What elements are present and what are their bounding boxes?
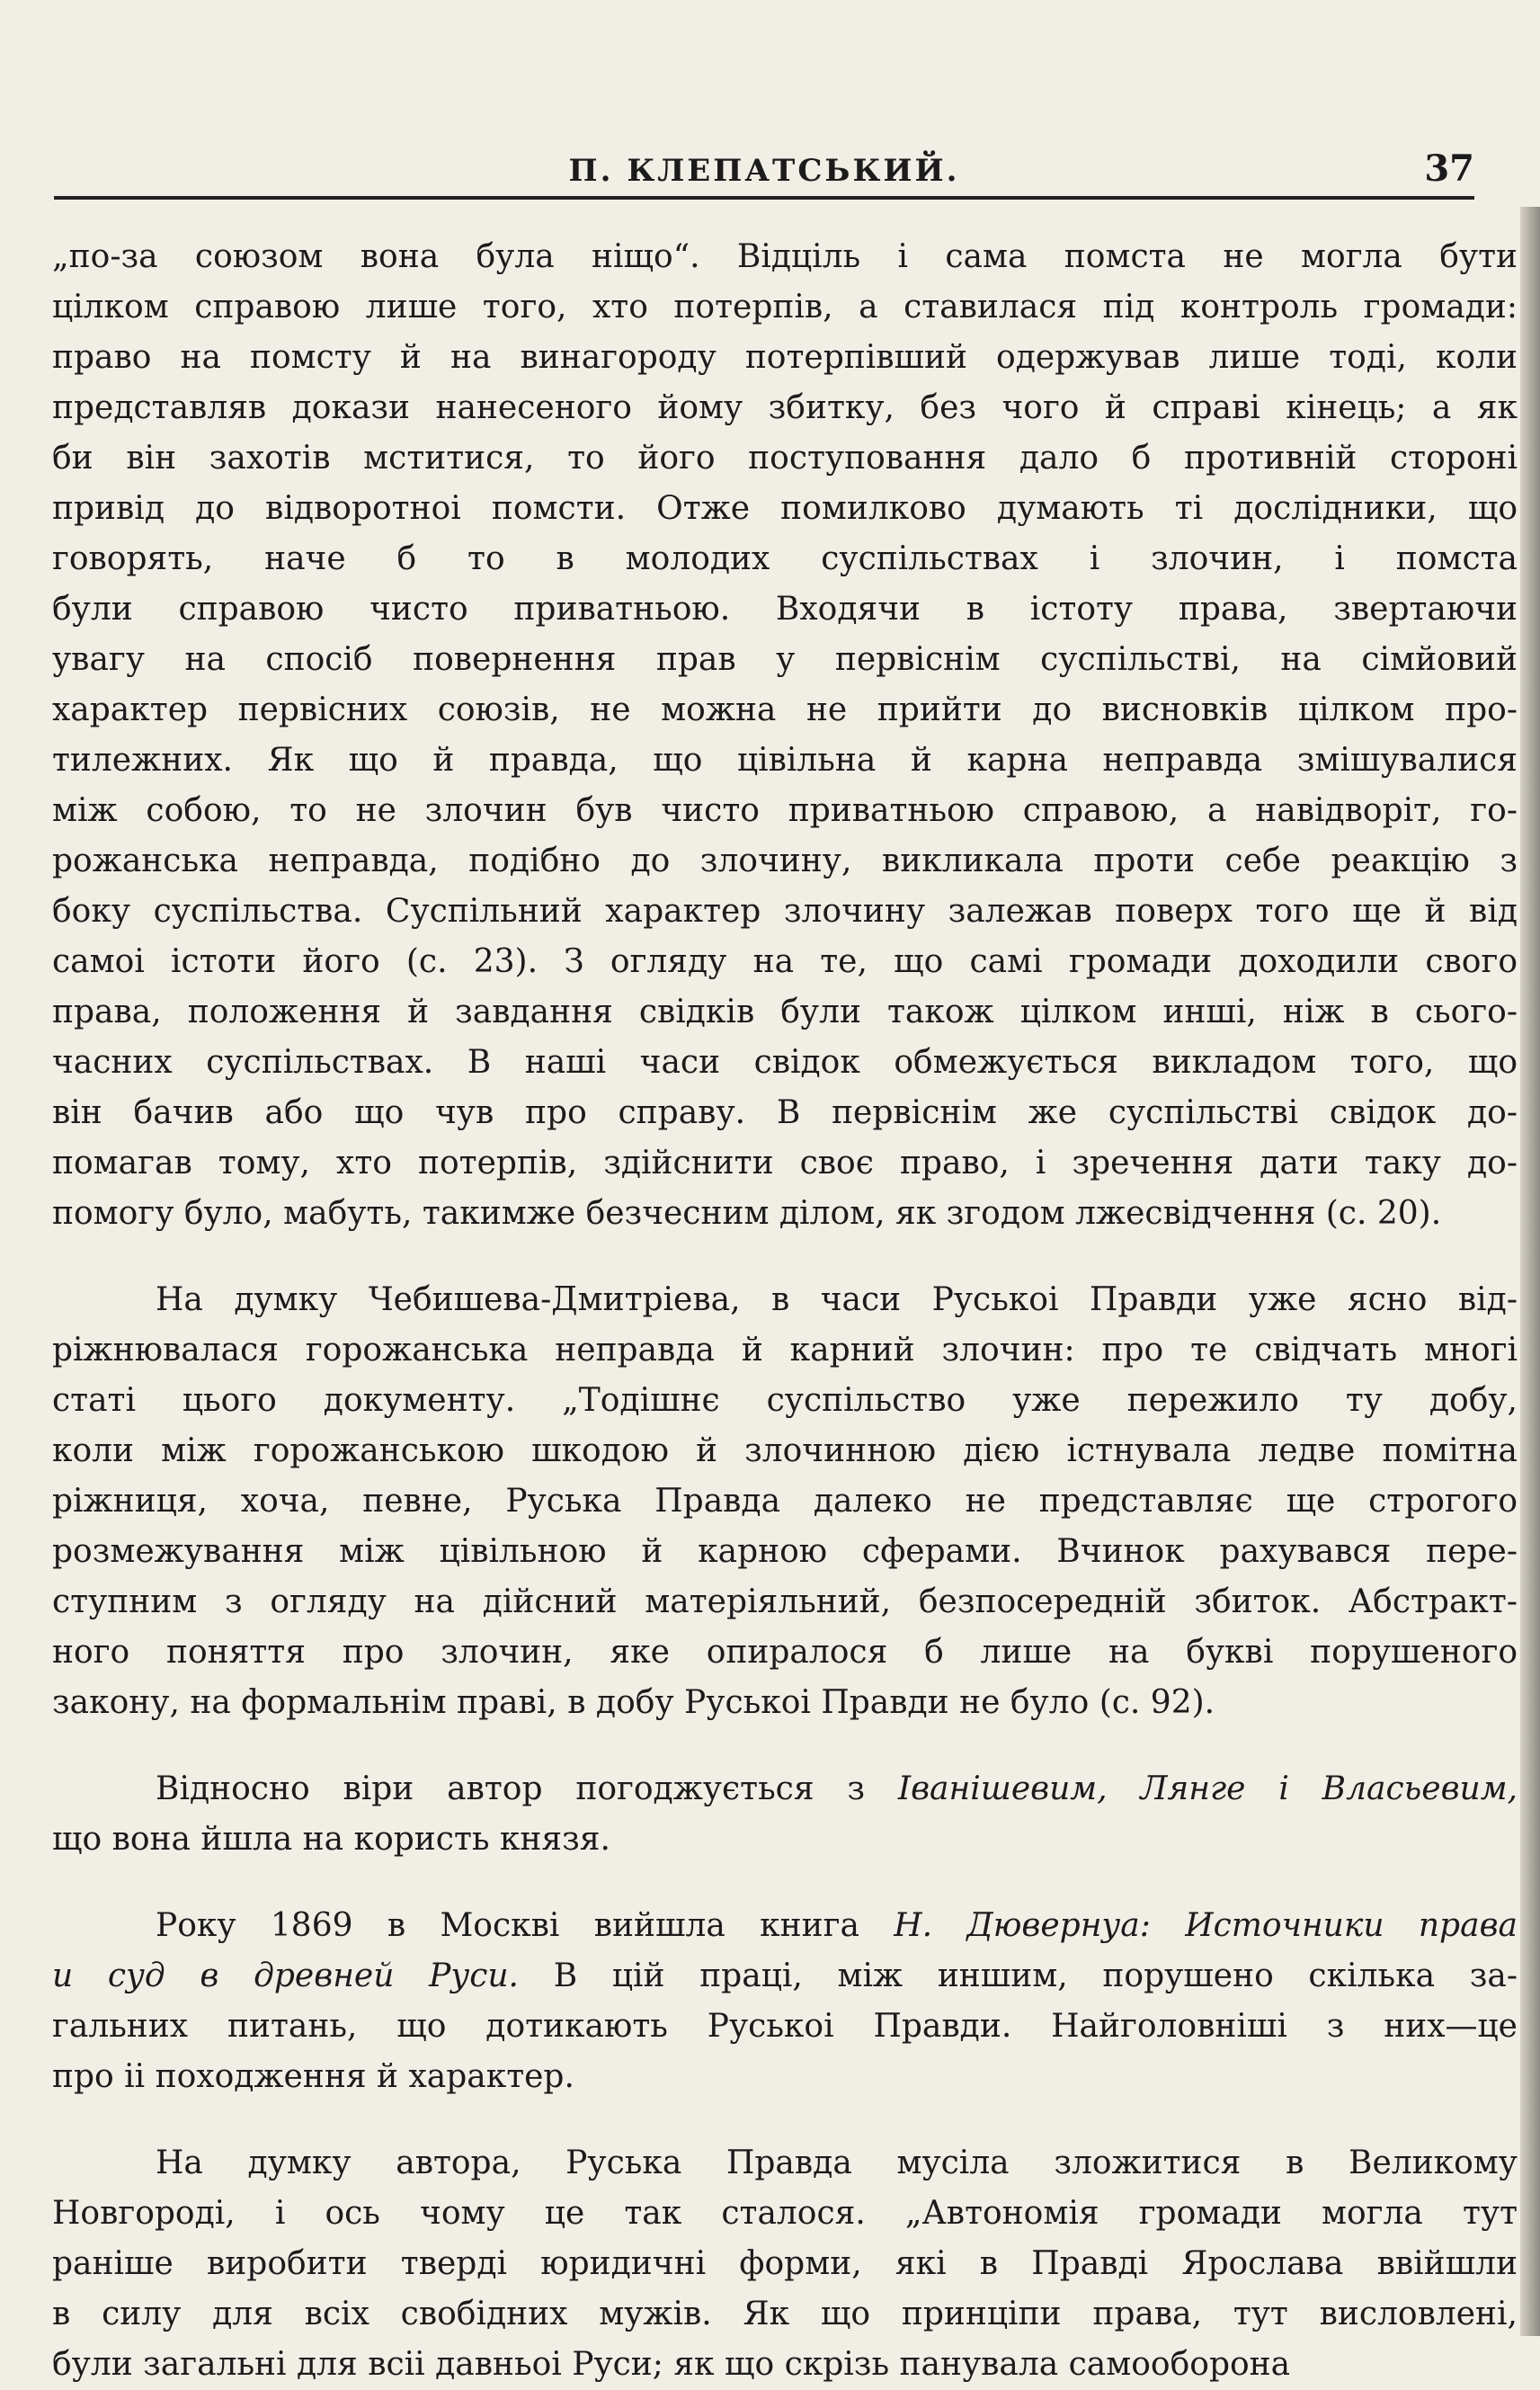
page-number: 37	[1424, 147, 1474, 190]
text-line: між собою, то не злочин був чисто приватньою справою, а навідворіт, го-	[52, 792, 1518, 829]
text-line: самоі істоти його (с. 23). З огляду на те, що самі громади доходили свого	[52, 943, 1518, 980]
text-line: привід до відворотноі помсти. Отже помилково думають ті дослідники, що	[52, 490, 1518, 527]
text-line: увагу на спосіб повернення прав у первіснім суспільстві, на сімйовий	[52, 641, 1518, 678]
text-line: часних суспільствах. В наші часи свідок обмежується викладом того, що	[52, 1044, 1518, 1081]
text-line: цілком справою лише того, хто потерпів, а ставилася під контроль громади:	[52, 289, 1518, 326]
text-line: На думку автора, Руська Правда мусіла зложитися в Великому	[156, 2145, 1518, 2181]
text-run: В цій праці, між иншим, порушено скілька за-	[519, 1957, 1518, 1994]
text-line: ріжниця, хоча, певне, Руська Правда далеко не представляє ще строгого	[52, 1483, 1518, 1520]
paragraph	[52, 232, 1518, 1239]
text-line: він бачив або що чув про справу. В первіснім же суспільстві свідок до-	[52, 1094, 1518, 1131]
text-line	[52, 1951, 1518, 2002]
text-line: боку суспільства. Суспільний характер злочину залежав поверх того ще й від	[52, 893, 1518, 930]
text-line: ріжнювалася горожанська неправда й карний злочин: про те свідчать многі	[52, 1332, 1518, 1369]
text-line	[52, 1764, 1518, 1815]
text-line: помогу було, мабуть, такимже безчесним ділом, як згодом лжесвідчення (с. 20).	[52, 1195, 1442, 1232]
text-line: характер первісних союзів, не можна не прийти до висновків цілком про-	[52, 691, 1518, 728]
text-line: ного поняття про злочин, яке опиралося б лише на букві порушеного	[52, 1634, 1518, 1671]
text-line: би він захотів мститися, то його поступовання дало б противній стороні	[52, 440, 1518, 477]
running-head	[54, 144, 1474, 198]
text-line: тилежних. Як що й правда, що цівільна й карна неправда змішувалися	[52, 742, 1518, 779]
text-line: представляв докази нанесеного йому збитку, без чого й справі кінець; а як	[52, 389, 1518, 426]
paragraph-gap	[52, 1728, 1518, 1764]
text-line: ступним з огляду на дійсний матеріяльний, безпосередній збиток. Абстракт-	[52, 1583, 1518, 1620]
text-run: Відносно віри автор погоджується з	[156, 1770, 898, 1807]
text-line: помагав тому, хто потерпів, здійснити своє право, і зречення дати таку до-	[52, 1145, 1518, 1182]
paragraph	[52, 1764, 1518, 1865]
text-line: говорять, наче б то в молодих суспільствах і злочин, і помста	[52, 540, 1518, 577]
paragraph	[52, 1901, 1518, 2102]
text-line: про іі походження й характер.	[52, 2058, 574, 2095]
text-line: розмежування між цівільною й карною сферами. Вчинок рахувався пере-	[52, 1533, 1518, 1570]
text-line: права, положення й завдання свідків були також цілком инші, ніж в сього-	[52, 994, 1518, 1030]
italic-citation: и суд в древней Руси.	[52, 1957, 519, 1994]
header-rule	[54, 196, 1474, 200]
text-line: коли між горожанською шкодою й злочинною дією істнувала ледве помітна	[52, 1432, 1518, 1469]
text-line: „по-за союзом вона була ніщо“. Відціль і сама помста не могла бути	[52, 238, 1518, 275]
text-line: гальних питань, що дотикають Руськоі Правди. Найголовніші з них—це	[52, 2008, 1518, 2045]
text-line: в силу для всіх свобідних мужів. Як що принціпи права, тут висловлені,	[52, 2296, 1518, 2332]
page-edge-shadow	[1520, 207, 1540, 2336]
text-line: На думку Чебишева-Дмитріева, в часи Руськоі Правди уже ясно від-	[156, 1281, 1518, 1318]
paragraph	[52, 1275, 1518, 1728]
text-line: були справою чисто приватньою. Входячи в істоту права, звертаючи	[52, 591, 1518, 628]
text-line	[52, 1901, 1518, 1951]
text-line: право на помсту й на винагороду потерпівший одержував лише тоді, коли	[52, 339, 1518, 376]
text-line: були загальні для всіі давньоі Руси; як що скрізь панувала самооборона	[52, 2346, 1291, 2383]
running-head-title: П. КЛЕПАТСЬКИЙ.	[568, 153, 960, 189]
text-line: раніше виробити тверді юридичні форми, які в Правді Ярослава ввійшли	[52, 2245, 1518, 2282]
paragraph-gap	[52, 2102, 1518, 2138]
paragraph-gap	[52, 1865, 1518, 1901]
italic-citation: Іванішевим, Лянге і Власьевим,	[897, 1770, 1518, 1807]
text-line: Новгороді, і ось чому це так сталося. „Автономія громади могла тут	[52, 2195, 1518, 2232]
body-text	[52, 232, 1518, 2390]
text-run: Року 1869 в Москві вийшла книга	[156, 1907, 895, 1944]
text-line: що вона йшла на користь князя.	[52, 1821, 610, 1858]
paragraph-gap	[52, 1239, 1518, 1275]
italic-citation: Н. Дювернуа: Источники права	[894, 1907, 1518, 1944]
text-line: статі цього документу. „Тодішнє суспільство уже пережило ту добу,	[52, 1382, 1518, 1419]
text-line: рожанська неправда, подібно до злочину, викликала проти себе реакцію з	[52, 843, 1518, 879]
paragraph	[52, 2138, 1518, 2390]
text-line: закону, на формальнім праві, в добу Руськоі Правди не було (с. 92).	[52, 1684, 1215, 1721]
